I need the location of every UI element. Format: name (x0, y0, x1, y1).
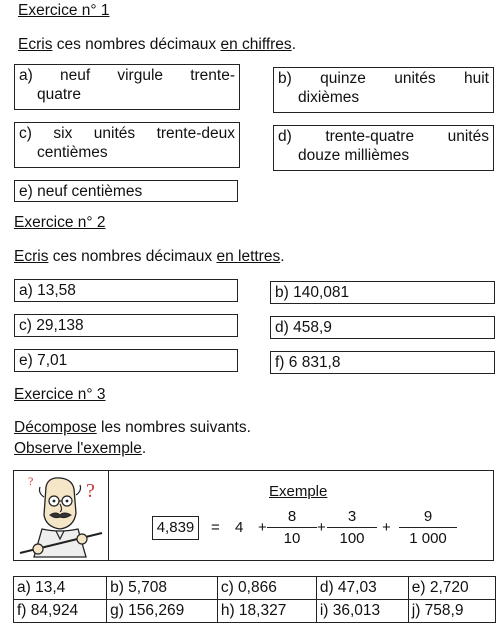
grid-cell: c) 0,866 (217, 577, 316, 600)
exercise-1-title: Exercice n° 1 (18, 2, 110, 19)
grid-cell: g) 156,269 (107, 600, 218, 623)
instruction-verb: Ecris (14, 248, 49, 265)
ex2-item-e (14, 349, 238, 372)
ex1-item-b-line2: dixièmes (298, 89, 360, 106)
ex2-item-label: e) 7,01 (19, 352, 68, 369)
exercise-2-title: Exercice n° 2 (14, 214, 106, 231)
ex1-item-b-line1: b) quinze unités huit (278, 70, 489, 87)
ex1-item-e-label: e) neuf centièmes (19, 183, 143, 200)
numerator: 9 (399, 507, 457, 528)
grid-cell: d) 47,03 (316, 577, 408, 600)
example-title: Exemple (269, 483, 328, 500)
professor-illustration (16, 473, 106, 559)
instruction-end: . (291, 36, 296, 53)
instruction-text: les nombres suivants. (96, 419, 251, 436)
instruction-emphasis: en lettres (216, 248, 281, 265)
ex1-item-c-line2: centièmes (37, 144, 108, 161)
ex2-item-b (270, 281, 495, 304)
ex1-item-a-line2: quatre (37, 86, 81, 103)
instruction-emphasis: Observe l'exemple (14, 440, 142, 457)
table-row (14, 600, 496, 623)
example-divider (108, 471, 109, 560)
example-number: 4,839 (152, 516, 199, 540)
ex1-item-d (273, 125, 494, 171)
ex1-item-d-line1: d) trente-quatre unités (278, 128, 489, 145)
exercise-3-instruction-1 (14, 419, 251, 437)
ex1-item-e (14, 180, 238, 202)
ex1-item-d-line2: douze millièmes (298, 147, 410, 164)
exercise-3-title: Exercice n° 3 (14, 386, 106, 403)
exercise-1-instruction (18, 36, 296, 54)
exercise-2-instruction (14, 248, 285, 266)
ex2-item-label: c) 29,138 (19, 317, 84, 334)
denominator: 100 (339, 530, 365, 547)
fraction-tenths (267, 507, 317, 548)
ex1-item-c-line1: c) six unités trente-deux (19, 125, 235, 142)
ex2-item-label: f) 6 831,8 (275, 354, 341, 371)
grid-cell: e) 2,720 (408, 577, 495, 600)
grid-cell: f) 84,924 (14, 600, 107, 623)
grid-cell: b) 5,708 (107, 577, 218, 600)
ex1-item-b (273, 67, 494, 113)
svg-text:?: ? (28, 474, 34, 488)
denominator: 10 (283, 530, 301, 547)
fraction-thousandths (399, 507, 457, 548)
numerator: 3 (327, 507, 377, 528)
plus-sign: + (382, 519, 391, 536)
denominator: 1 000 (409, 530, 447, 547)
equals-sign: = (211, 519, 220, 536)
instruction-verb: Décompose (14, 419, 97, 436)
grid-cell: i) 36,013 (316, 600, 408, 623)
instruction-end: . (141, 440, 147, 457)
ex2-item-d (270, 316, 495, 339)
ex1-item-a (14, 64, 240, 110)
example-units: 4 (235, 519, 244, 536)
table-row (14, 577, 496, 600)
plus-sign: + (258, 519, 267, 536)
fraction-hundredths (327, 507, 377, 548)
svg-text:?: ? (86, 480, 95, 502)
example-box (13, 470, 494, 561)
grid-cell: j) 758,9 (408, 600, 495, 623)
ex2-item-label: d) 458,9 (275, 319, 332, 336)
ex2-item-label: b) 140,081 (275, 284, 350, 301)
ex1-item-c (14, 122, 240, 168)
numerator: 8 (267, 507, 317, 528)
instruction-verb: Ecris (18, 36, 53, 53)
instruction-end: . (280, 248, 285, 265)
ex2-item-a (14, 279, 238, 302)
grid-cell: a) 13,4 (14, 577, 107, 600)
exercise-3-instruction-2 (14, 440, 146, 458)
grid-cell: h) 18,327 (217, 600, 316, 623)
ex2-item-label: a) 13,58 (19, 282, 76, 299)
numbers-grid (13, 576, 496, 623)
instruction-text: ces nombres décimaux (48, 248, 217, 265)
plus-sign: + (317, 519, 326, 536)
instruction-text: ces nombres décimaux (52, 36, 221, 53)
ex2-item-f (270, 351, 495, 374)
ex1-item-a-line1: a) neuf virgule trente- (19, 67, 235, 84)
ex2-item-c (14, 314, 238, 337)
instruction-emphasis: en chiffres (220, 36, 292, 53)
